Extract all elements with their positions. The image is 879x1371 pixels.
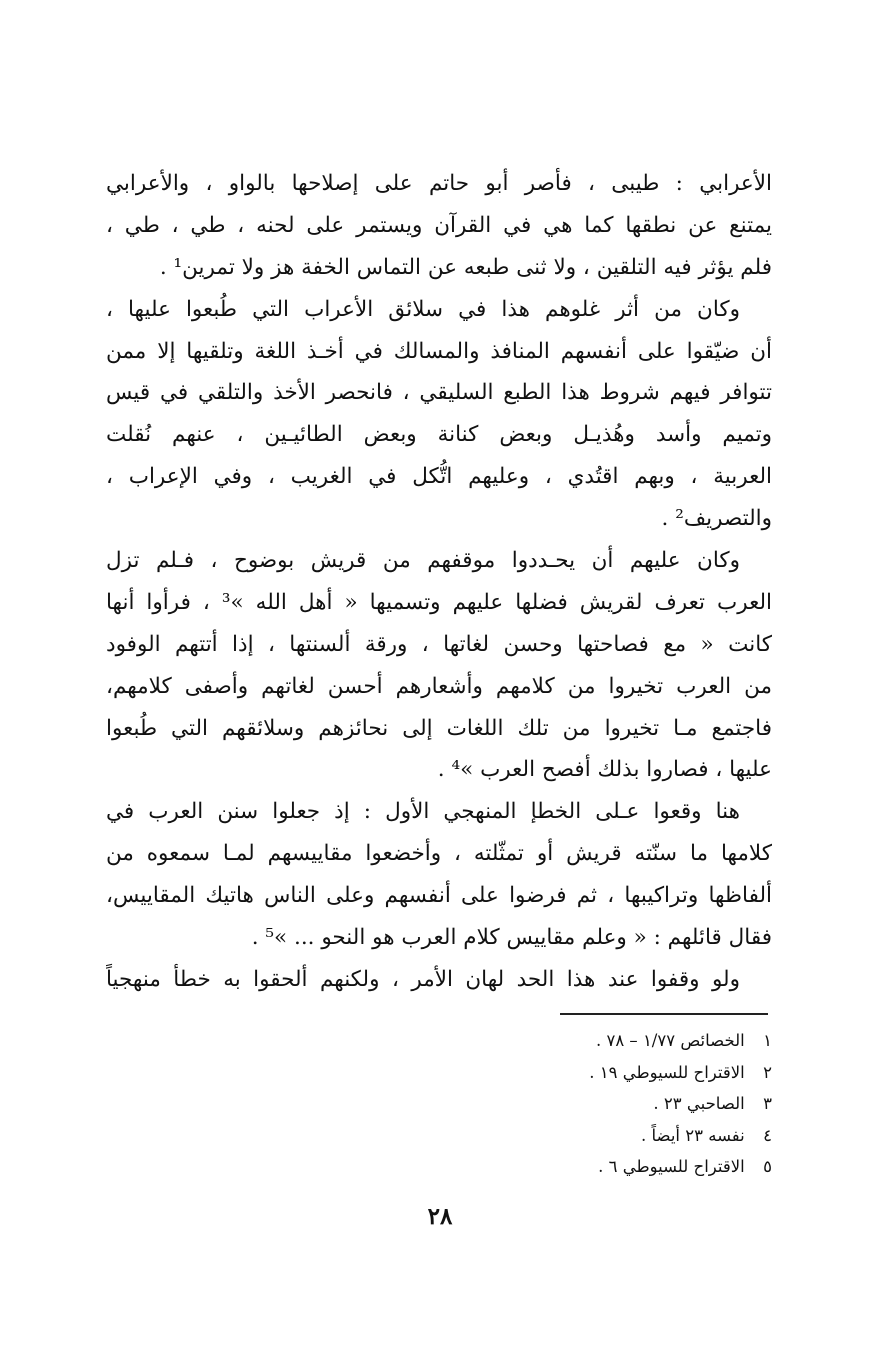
text-line: فقال قائلهم : « وعلم مقاييس كلام العرب هو النحو ... »⁵ . bbox=[251, 925, 772, 951]
footnote-item bbox=[380, 1057, 772, 1089]
text-line: عليها ، فصاروا بذلك أفصح العرب »⁴ . bbox=[437, 757, 772, 783]
text-line: كلامها ما سنّته قريش أو تمثّلته ، وأخضعوا مقاييسهم لمـا سمعوه من bbox=[106, 841, 772, 867]
footnote-number: ٢ bbox=[763, 1062, 772, 1082]
footnote-separator bbox=[560, 1013, 768, 1015]
text-line: العرب تعرف لقريش فضلها عليهم وتسميها « أهل الله »³ ، فرأوا أنها bbox=[106, 589, 772, 615]
text-line: ألفاظها وتراكيبها ، ثم فرضوا على أنفسهم وعلى الناس هاتيك المقاييس، bbox=[106, 883, 772, 909]
text-line: يمتنع عن نطقها كما هي في القرآن ويستمر على لحنه ، طي ، طي ، bbox=[106, 212, 772, 238]
footnote-number: ١ bbox=[763, 1031, 772, 1050]
text-line: من العرب تخيروا من كلامهم وأشعارهم أحسن لغاتهم وأصفى كلامهم، bbox=[106, 673, 772, 699]
page-number: ٢٨ bbox=[427, 1203, 453, 1230]
footnote-text: الصاحبي ٢٣ . bbox=[653, 1094, 745, 1113]
text-line: فلم يؤثر فيه التلقين ، ولا ثنى طبعه عن التماس الخفة هز ولا تمرين¹ . bbox=[159, 254, 772, 280]
footnote-item bbox=[380, 1025, 772, 1057]
text-line: وتميم وأسد وهُذيـل وبعض كنانة وبعض الطائيـين ، عنهم نُقلت bbox=[106, 422, 772, 448]
text-line: أن ضيّقوا على أنفسهم المنافذ والمسالك في أخـذ اللغة وتلقيها إلا ممن bbox=[106, 338, 772, 364]
text-line: كانت « مع فصاحتها وحسن لغاتها ، ورقة ألسنتها ، إذا أتتهم الوفود bbox=[106, 631, 772, 657]
text-line: وكان من أثر غلوهم هذا في سلائق الأعراب التي طُبعوا عليها ، bbox=[106, 296, 740, 322]
footnote-text: الاقتراح للسيوطي ١٩ . bbox=[589, 1062, 745, 1082]
text-line: فاجتمع مـا تخيروا من تلك اللغات إلى نحائزهم وسلائقهم التي طُبعوا bbox=[106, 715, 772, 741]
text-line: ولو وقفوا عند هذا الحد لهان الأمر ، ولكنهم ألحقوا به خطأ منهجياً bbox=[106, 966, 740, 992]
footnote-text: الاقتراح للسيوطي ٦ . bbox=[598, 1157, 745, 1176]
footnotes bbox=[380, 1025, 772, 1183]
text-line: وكان عليهم أن يحـددوا موقفهم من قريش بوضوح ، فـلم تزل bbox=[106, 548, 740, 574]
text-line: تتوافر فيهم شروط هذا الطبع السليقي ، فانحصر الأخذ والتلقي في قيس bbox=[106, 380, 772, 406]
footnote-number: ٥ bbox=[763, 1157, 772, 1176]
footnote-number: ٣ bbox=[763, 1094, 772, 1113]
footnote-item bbox=[380, 1120, 772, 1152]
footnote-text: نفسه ٢٣ أيضاً . bbox=[641, 1125, 745, 1145]
body-text bbox=[106, 163, 772, 1001]
text-line: العربية ، وبهم اقتُدي ، وعليهم اتُّكل في الغريب ، وفي الإعراب ، bbox=[106, 464, 772, 490]
text-line: والتصريف² . bbox=[661, 506, 772, 532]
footnote-text: الخصائص ١/٧٧ – ٧٨ . bbox=[595, 1031, 745, 1050]
footnote-item bbox=[380, 1151, 772, 1183]
text-line: الأعرابي : طيبى ، فأصر أبو حاتم على إصلاحها بالواو ، والأعرابي bbox=[106, 171, 772, 196]
footnote-item bbox=[380, 1088, 772, 1120]
footnote-number: ٤ bbox=[763, 1125, 772, 1145]
text-line: هنا وقعوا عـلى الخطإ المنهجي الأول : إذ جعلوا سنن العرب في bbox=[106, 799, 740, 825]
